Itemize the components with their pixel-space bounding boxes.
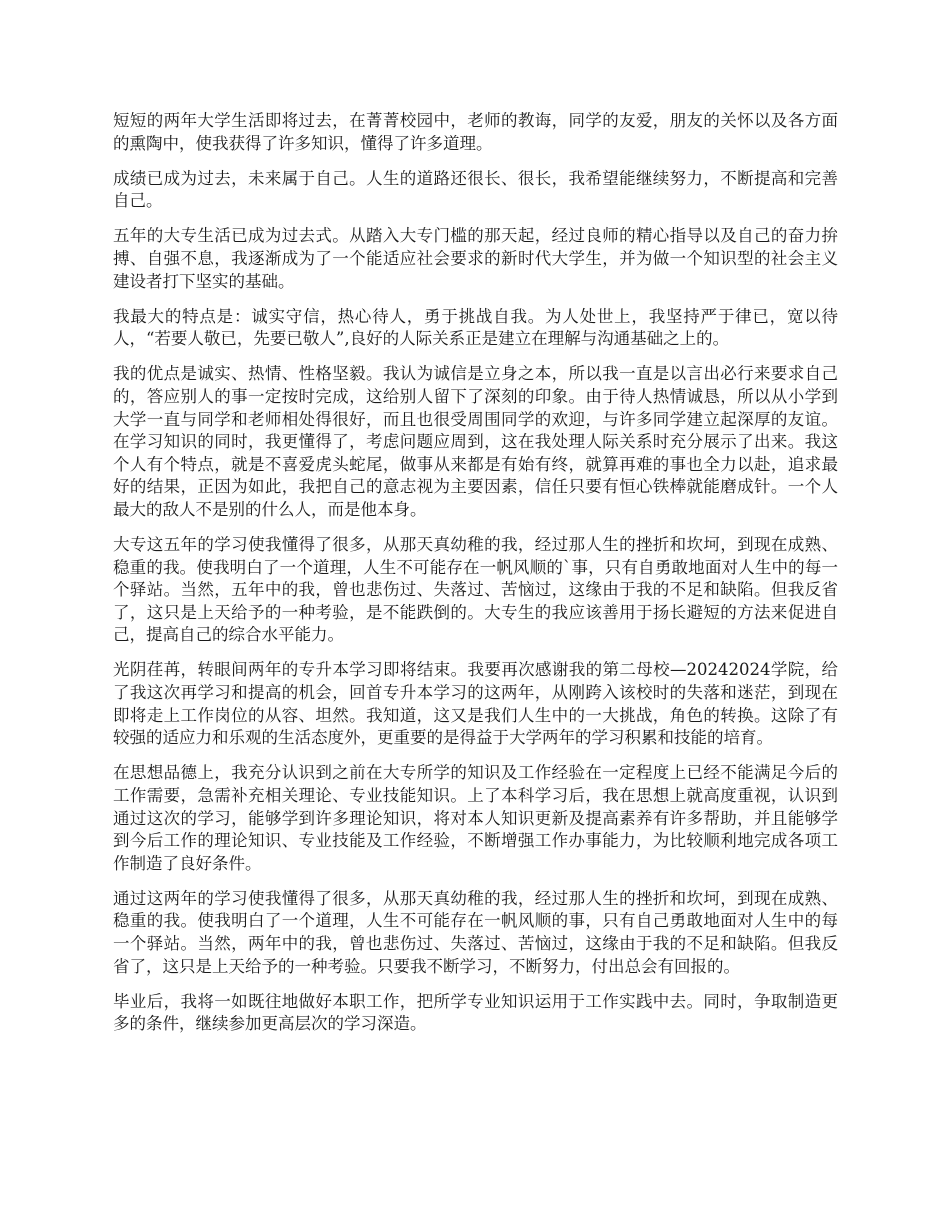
paragraph-2: 成绩已成为过去，未来属于自己。人生的道路还很长、很长，我希望能继续努力，不断提高和完善自己。 [113, 168, 838, 211]
paragraph-4: 我最大的特点是：诚实守信，热心待人，勇于挑战自我。为人处世上，我坚持严于律已，宽以待人，“若要人敬已，先要已敬人”,良好的人际关系正是建立在理解与沟通基础之上的。 [113, 306, 838, 349]
paragraph-9: 通过这两年的学习使我懂得了很多，从那天真幼稚的我，经过那人生的挫折和坎坷，到现在成熟、稳重的我。使我明白了一个道理，人生不可能存在一帆风顺的事，只有自己勇敢地面对人生中的每一个驿站。当然，两年中的我，曾也悲伤过、失落过、苦恼过，这缘由于我的不足和缺陷。但我反省了，这只是上天给予的一种考验。只要我不断学习，不断努力，付出总会有回报的。 [113, 888, 838, 976]
paragraph-3: 五年的大专生活已成为过去式。从踏入大专门槛的那天起，经过良师的精心指导以及自己的奋力拚搏、自强不息，我逐渐成为了一个能适应社会要求的新时代大学生，并为做一个知识型的社会主义建设者打下坚实的基础。 [113, 226, 838, 291]
paragraph-8: 在思想品德上，我充分认识到之前在大专所学的知识及工作经验在一定程度上已经不能满足今后的工作需要，急需补充相关理论、专业技能知识。上了本科学习后，我在思想上就高度重视，认识到通过这次的学习，能够学到许多理论知识，将对本人知识更新及提高素养有许多帮助，并且能够学到今后工作的理论知识、专业技能及工作经验，不断增强工作办事能力，为比较顺利地完成各项工作制造了良好条件。 [113, 763, 838, 873]
paragraph-6: 大专这五年的学习使我懂得了很多，从那天真幼稚的我，经过那人生的挫折和坎坷，到现在成熟、稳重的我。使我明白了一个道理，人生不可能存在一帆风顺的`事，只有自勇敢地面对人生中的每一个驿站。当然，五年中的我，曾也悲伤过、失落过、苦恼过，这缘由于我的不足和缺陷。但我反省了，这只是上天给予的一种考验，是不能跌倒的。大专生的我应该善用于扬长避短的方法来促进自己，提高自己的综合水平能力。 [113, 535, 838, 645]
document-body [113, 110, 838, 1048]
paragraph-5: 我的优点是诚实、热情、性格坚毅。我认为诚信是立身之本，所以我一直是以言出必行来要求自己的，答应别人的事一定按时完成，这给别人留下了深刻的印象。由于待人热情诚恳，所以从小学到大学一直与同学和老师相处得很好，而且也很受周围同学的欢迎，与许多同学建立起深厚的友谊。在学习知识的同时，我更懂得了，考虑问题应周到，这在我处理人际关系时充分展示了出来。我这个人有个特点，就是不喜爱虎头蛇尾，做事从来都是有始有终，就算再难的事也全力以赴，追求最好的结果，正因为如此，我把自己的意志视为主要因素，信任只要有恒心铁棒就能磨成针。一个人最大的敌人不是别的什么人，而是他本身。 [113, 364, 838, 519]
paragraph-7: 光阴荏苒，转眼间两年的专升本学习即将结束。我要再次感谢我的第二母校—20242024学院，给了我这次再学习和提高的机会，回首专升本学习的这两年，从刚跨入该校时的失落和迷茫，到现在即将走上工作岗位的从容、坦然。我知道，这又是我们人生中的一大挑战，角色的转换。这除了有较强的适应力和乐观的生活态度外，更重要的是得益于大学两年的学习积累和技能的培育。 [113, 660, 838, 748]
paragraph-1: 短短的两年大学生活即将过去，在菁菁校园中，老师的教诲，同学的友爱，朋友的关怀以及各方面的熏陶中，使我获得了许多知识，懂得了许多道理。 [113, 111, 838, 153]
paragraph-10: 毕业后，我将一如既往地做好本职工作，把所学专业知识运用于工作实践中去。同时，争取制造更多的条件，继续参加更高层次的学习深造。 [113, 991, 838, 1034]
